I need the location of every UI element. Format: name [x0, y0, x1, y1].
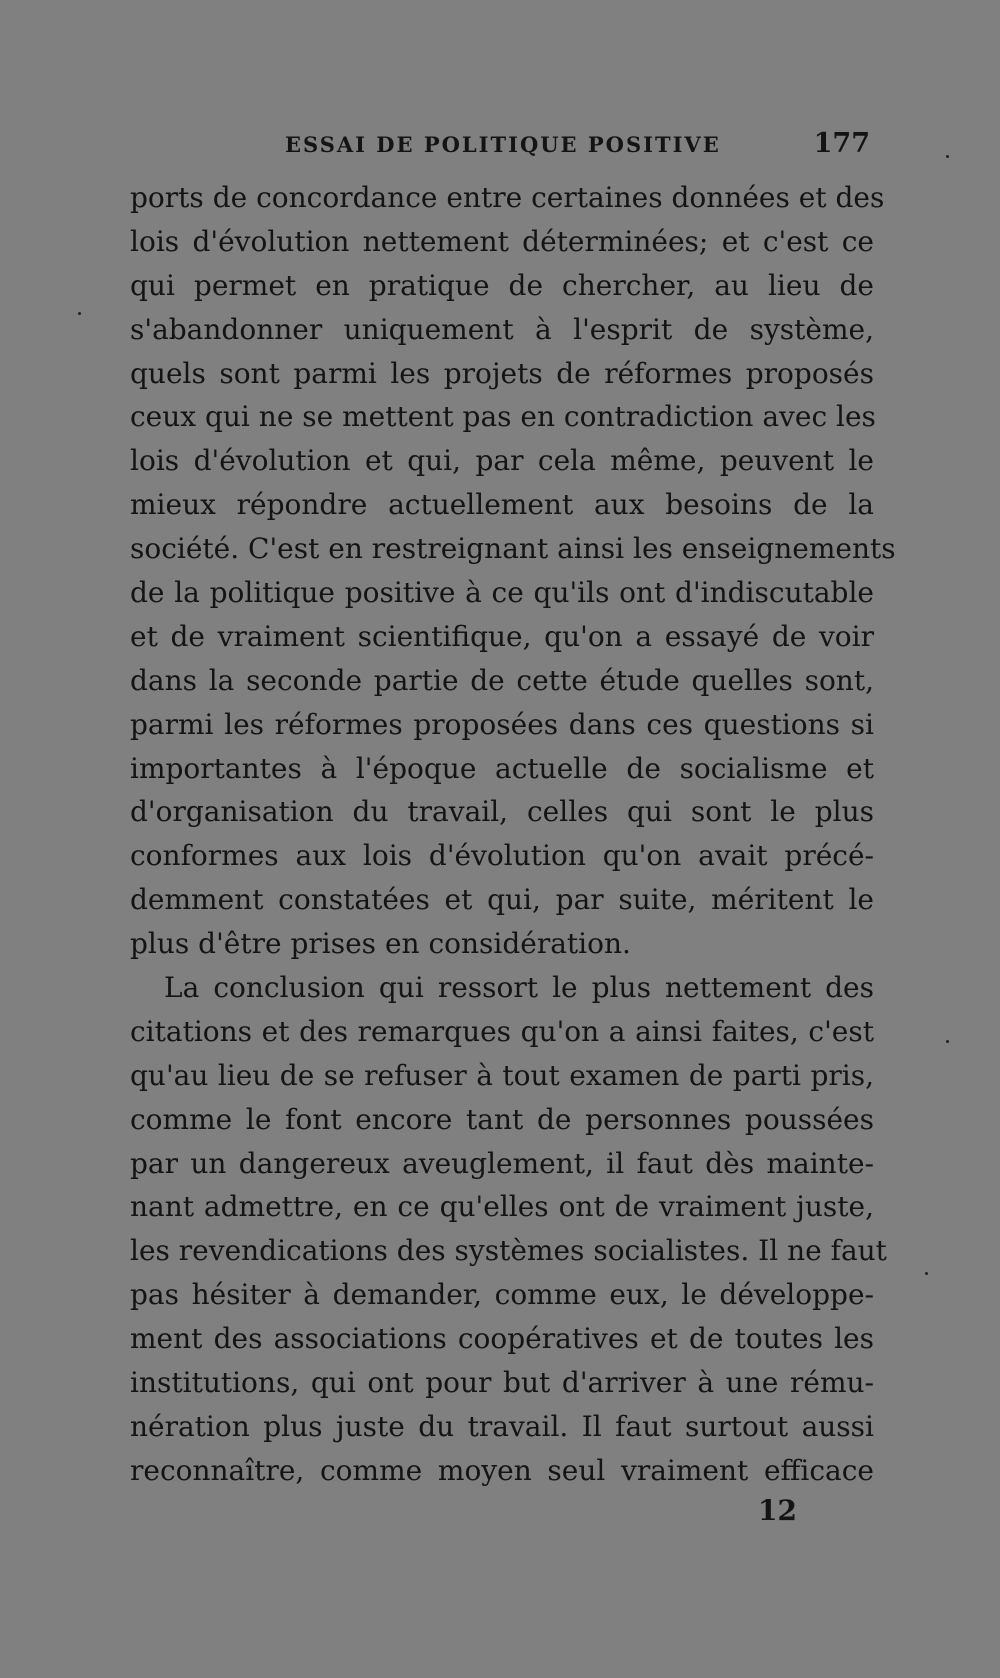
text-line: nération plus juste du travail. Il faut surtout aussi — [130, 1409, 874, 1443]
text-line: citations et des remarques qu'on a ainsi faites, c'est — [130, 1014, 874, 1048]
text-line: dans la seconde partie de cette étude quelles sont, — [130, 663, 874, 697]
text-line: d'organisation du travail, celles qui sont le plus — [130, 795, 874, 829]
text-line: s'abandonner uniquement à l'esprit de système, — [130, 312, 874, 346]
text-line: qu'au lieu de se refuser à tout examen de parti pris, — [130, 1058, 874, 1092]
text-line: par un dangereux aveuglement, il faut dès mainte- — [130, 1146, 874, 1180]
text-line: La conclusion qui ressort le plus nettement des — [164, 971, 874, 1005]
text-line: ceux qui ne se mettent pas en contradiction avec les — [130, 400, 876, 434]
scan-speck — [946, 155, 949, 158]
page-number: 177 — [813, 128, 870, 159]
text-line: pas hésiter à demander, comme eux, le développe- — [130, 1278, 874, 1312]
text-line: qui permet en pratique de chercher, au lieu de — [130, 268, 874, 302]
text-line: société. C'est en restreignant ainsi les enseignements — [130, 532, 896, 566]
text-line: comme le font encore tant de personnes poussées — [130, 1102, 874, 1136]
text-line: et de vraiment scientifique, qu'on a essayé de voir — [130, 619, 874, 653]
text-line: importantes à l'époque actuelle de socialisme et — [130, 751, 874, 785]
text-line: ports de concordance entre certaines données et des — [130, 181, 885, 214]
text-line: demment constatées et qui, par suite, méritent le — [130, 883, 874, 917]
text-line: plus d'être prises en considération. — [130, 927, 631, 961]
scan-speck — [946, 1040, 949, 1043]
text-line: reconnaître, comme moyen seul vraiment efficace — [130, 1453, 874, 1487]
scan-speck — [78, 312, 81, 315]
body-text — [130, 176, 896, 1493]
text-line: quels sont parmi les projets de réformes proposés — [130, 356, 874, 390]
text-line: nant admettre, en ce qu'elles ont de vraiment juste, — [130, 1190, 874, 1224]
text-line: de la politique positive à ce qu'ils ont d'indiscutable — [130, 576, 874, 610]
text-line: lois d'évolution et qui, par cela même, peuvent le — [130, 444, 874, 478]
text-line: institutions, qui ont pour but d'arriver à une rému- — [130, 1366, 874, 1400]
text-line: lois d'évolution nettement déterminées; et c'est ce — [130, 224, 874, 258]
running-header — [130, 128, 870, 164]
scan-speck — [925, 1272, 928, 1275]
text-line: les revendications des systèmes socialistes. Il ne faut — [130, 1234, 887, 1268]
running-title: ESSAI DE POLITIQUE POSITIVE — [285, 132, 721, 157]
text-line: ment des associations coopératives et de toutes les — [130, 1322, 874, 1356]
text-line: conformes aux lois d'évolution qu'on avait précé- — [130, 839, 874, 873]
text-line: parmi les réformes proposées dans ces questions si — [130, 707, 874, 741]
text-line: mieux répondre actuellement aux besoins de la — [130, 488, 874, 522]
signature-mark: 12 — [758, 1494, 797, 1527]
